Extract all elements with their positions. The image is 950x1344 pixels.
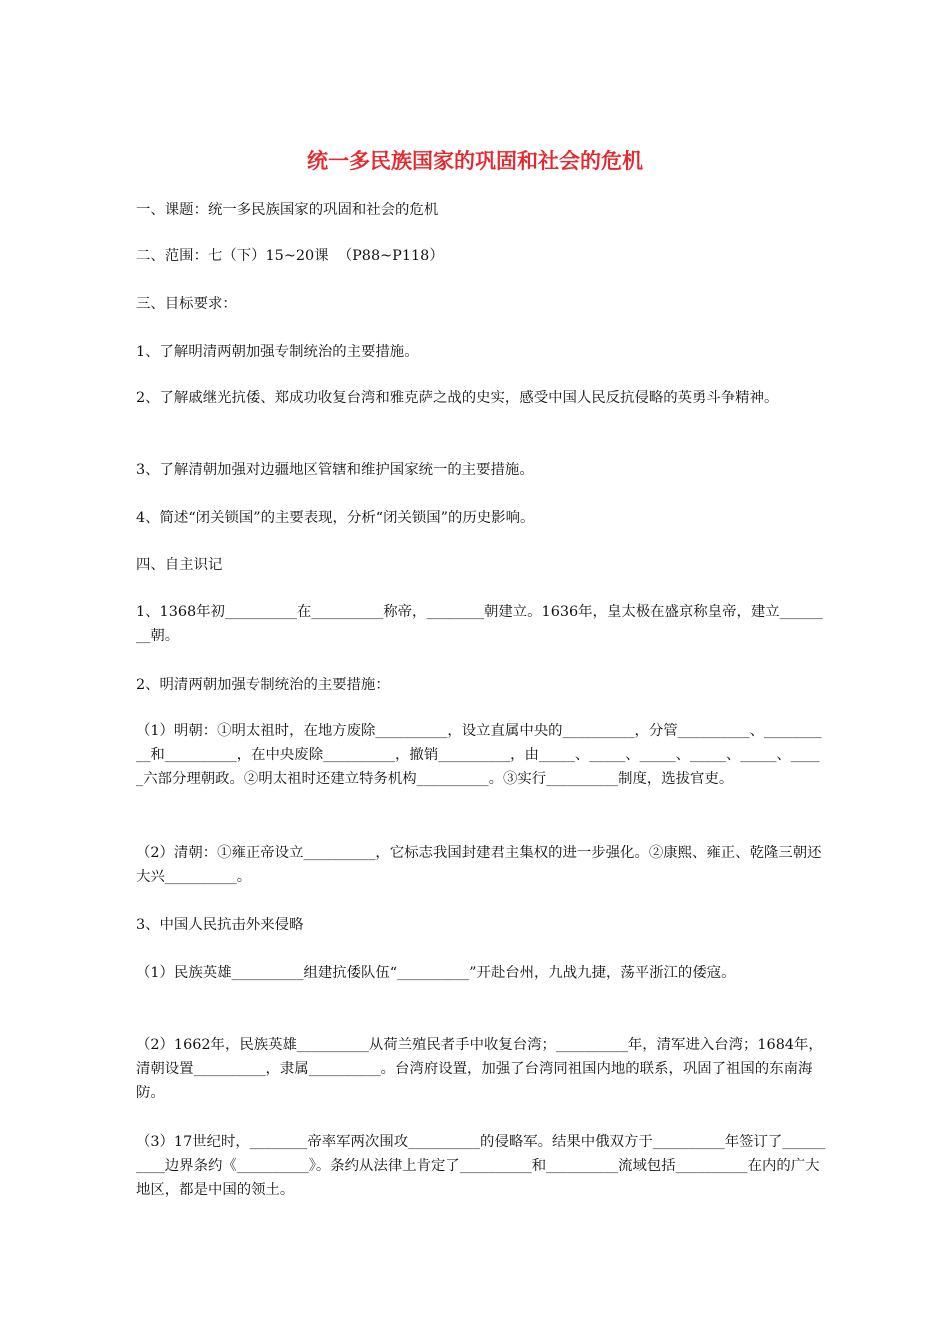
self-study-heading: 四、自主识记 <box>136 557 223 573</box>
scope-line: 二、范围：七（下）15~20课 （P88~P118） <box>136 248 444 264</box>
objective-item-2: 2、了解戚继光抗倭、郑成功收复台湾和雅克萨之战的史实，感受中国人民反抗侵略的英勇斗争精神。 <box>136 390 779 406</box>
question-3-part-1: （1）民族英雄__________组建抗倭队伍“__________”开赴台州，九战九捷，荡平浙江的倭寇。 <box>136 965 736 981</box>
question-2-heading: 2、明清两朝加强专制统治的主要措施： <box>136 677 390 693</box>
objectives-heading: 三、目标要求： <box>136 296 237 312</box>
objective-item-3: 3、了解清朝加强对边疆地区管辖和维护国家统一的主要措施。 <box>136 462 534 478</box>
document-title: 统一多民族国家的巩固和社会的危机 <box>307 149 643 173</box>
question-3-part-3: （3）17世纪时，________帝率军两次围攻__________的侵略军。结果中俄双方于__________年签订了__________边界条约《__________》。条约从法律上肯定了__________和__________流域包括__________在内的广大地区，都是中国的领土。 <box>136 1134 826 1198</box>
objective-item-1: 1、了解明清两朝加强专制统治的主要措施。 <box>136 344 419 360</box>
question-3-heading: 3、中国人民抗击外来侵略 <box>136 917 304 933</box>
question-2-part-1: （1）明朝：①明太祖时，在地方废除__________，设立直属中央的__________，分管__________、__________和__________，在中央废除__________，撤销__________，由_____、_____、_____、_____、_____、_____六部分理朝政。②明太祖时还建立特务机构__________。③实行__________制度，选拔官吏。 <box>136 723 822 787</box>
question-3-part-2: （2）1662年，民族英雄__________从荷兰殖民者手中收复台湾；__________年，清军进入台湾；1684年，清朝设置__________，隶属__________。台湾府设置，加强了台湾同祖国内地的联系，巩固了祖国的东南海防。 <box>136 1037 823 1101</box>
question-2-part-2: （2）清朝：①雍正帝设立__________，它标志我国封建君主集权的进一步强化。②康熙、雍正、乾隆三朝还大兴__________。 <box>136 845 822 885</box>
topic-line: 一、课题：统一多民族国家的巩固和社会的危机 <box>136 202 439 218</box>
question-1: 1、1368年初__________在__________称帝，________朝建立。1636年，皇太极在盛京称皇帝，建立________朝。 <box>136 604 823 644</box>
objective-item-4: 4、简述“闭关锁国”的主要表现，分析“闭关锁国”的历史影响。 <box>136 510 535 526</box>
